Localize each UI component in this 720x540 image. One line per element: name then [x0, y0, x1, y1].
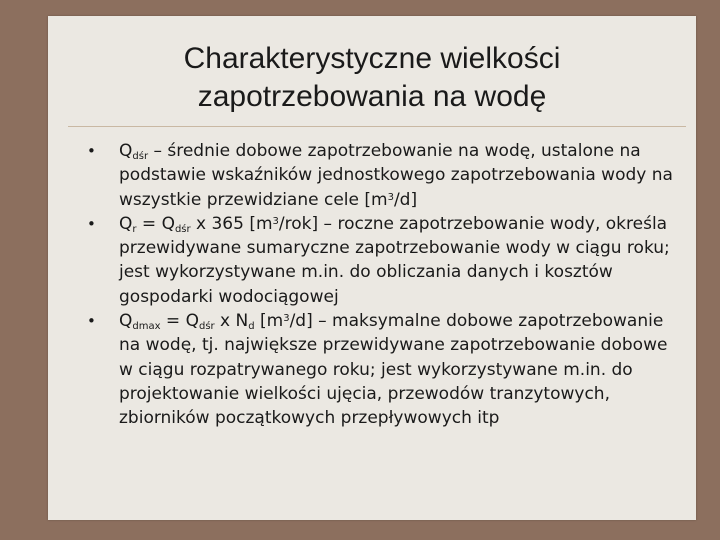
slide — [48, 16, 696, 520]
bullet-dot-icon: • — [87, 312, 96, 331]
bullet-item-qdmax: • $Q_{dmax} = Q_{dśr}$ x $N_d$ $[m^3/d]$ – maksymalne dobowe zapotrzebowanie na wodę, tj. największe przewidywane zapotrzebowanie dobowe w ciągu rozpatrywanego roku; jest wykorzystywane m.in. do projektowanie wielkości ujęcia, przewodów tranzytowych, zbiorników początkowych przepływowych itp — [87, 311, 668, 429]
bullet-list — [84, 139, 676, 431]
bullet-dot-icon: • — [87, 214, 96, 233]
title-divider — [68, 126, 686, 127]
bullet-dot-icon: • — [87, 142, 96, 160]
bullet-item-qr: • $Q_r = Q_{dśr}$ x 365 $[m^3/rok]$ – roczne zapotrzebowanie wody, określa przewidywane sumaryczne zapotrzebowanie wody w ciągu roku; jest wykorzystywane m.in. do obliczania danych i kosztów gospodarki wodociągowej — [87, 213, 670, 307]
slide-title — [48, 40, 696, 116]
bullet-item-qdsr: • $Q_{dśr}$ – średnie dobowe zapotrzebowanie na wodę, ustalone na podstawie wskaźników jednostkowego zapotrzebowania wody na wszystkie przewidziane cele $[m^3/d]$ — [87, 141, 673, 210]
title-line-2: zapotrzebowania na wodę — [197, 80, 547, 113]
title-line-1: Charakterystyczne wielkości — [183, 42, 561, 75]
